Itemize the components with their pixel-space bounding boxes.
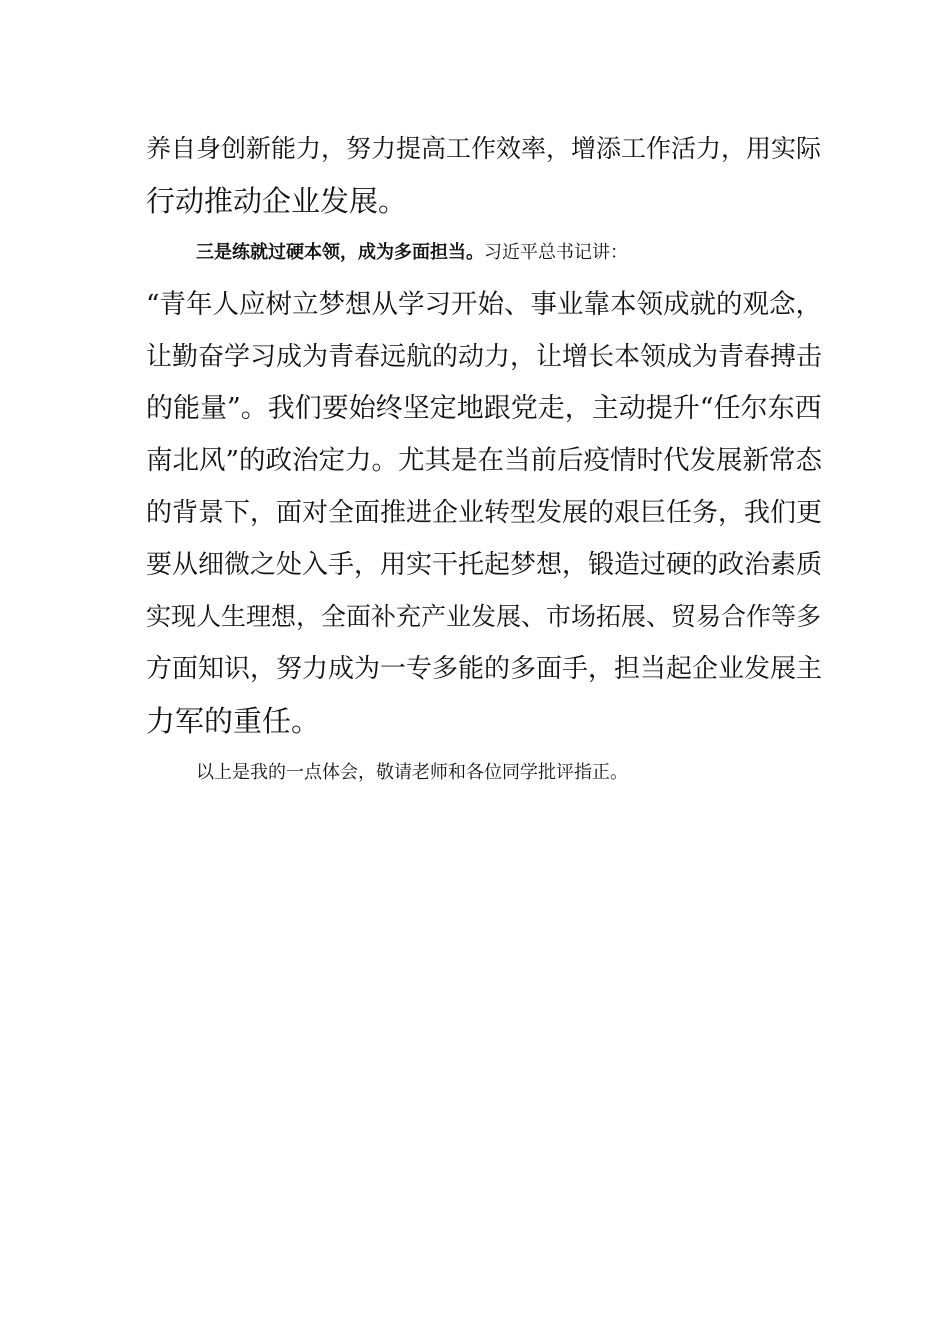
paragraph-line: 的背景下，面对全面推进企业转型发展的艰巨任务，我们更 xyxy=(146,498,823,528)
paragraph-line: 南北风”的政治定力。尤其是在当前后疫情时代发展新常态 xyxy=(146,445,823,476)
paragraph-line: 要从细微之处入手，用实干托起梦想，锻造过硬的政治素质 xyxy=(146,550,823,580)
paragraph-first-line xyxy=(196,236,876,270)
paragraph-line: “青年人应树立梦想从学习开始、事业靠本领成就的观念， xyxy=(146,289,823,320)
closing-paragraph: 以上是我的一点体会，敬请老师和各位同学批评指正。 xyxy=(196,762,628,783)
paragraph-line: 实现人生理想，全面补充产业发展、市场拓展、贸易合作等多 xyxy=(146,602,822,631)
paragraph-line: 让勤奋学习成为青春远航的动力，让增长本领成为青春搏击 xyxy=(146,342,823,372)
paragraph-first-line-text: 习近平总书记讲： xyxy=(484,242,628,263)
paragraph-line: 的能量”。我们要始终坚定地跟党走，主动提升“任尔东西 xyxy=(146,393,822,424)
paragraph-line: 行动推动企业发展。 xyxy=(146,184,408,218)
paragraph-line: 养自身创新能力，努力提高工作效率，增添工作活力，用实际 xyxy=(146,134,822,163)
paragraph-line: 力军的重任。 xyxy=(146,704,321,738)
paragraph-line: 方面知识，努力成为一专多能的多面手，担当起企业发展主 xyxy=(146,654,823,684)
paragraph-heading: 三是练就过硬本领，成为多面担当。 xyxy=(196,242,484,263)
